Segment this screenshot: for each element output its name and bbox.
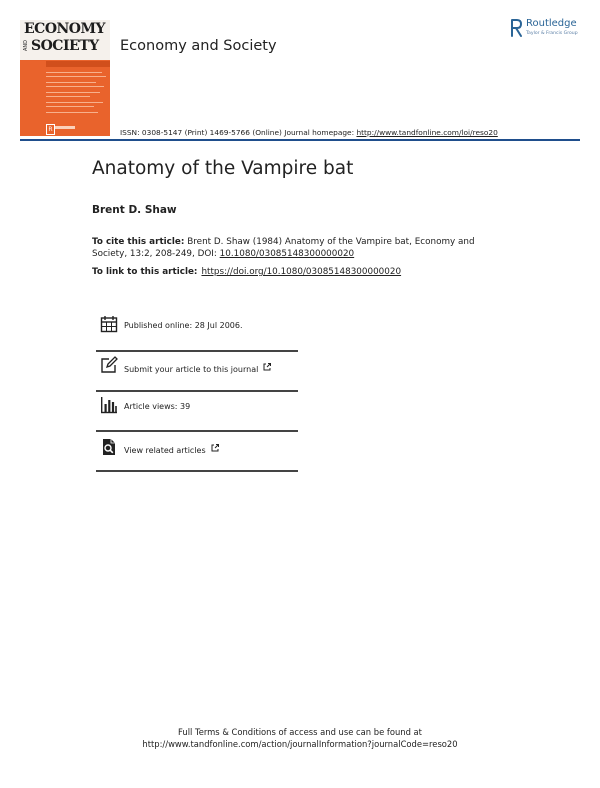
article-views: Article views: 39	[124, 402, 191, 411]
cover-title-block	[20, 20, 110, 60]
cover-text-line	[46, 102, 103, 103]
cover-text-line	[46, 86, 104, 87]
cover-band	[46, 61, 110, 67]
submit-article-link[interactable]	[124, 363, 271, 374]
journal-cover	[20, 20, 110, 136]
published-date: Published online: 28 Jul 2006.	[124, 321, 243, 330]
external-link-icon	[211, 444, 219, 452]
related-articles-label: View related articles	[124, 446, 206, 455]
views-row	[96, 392, 298, 430]
cover-text-line	[46, 106, 94, 107]
external-link-icon	[263, 363, 271, 371]
article-doi-url[interactable]: https://doi.org/10.1080/03085148300000020	[201, 267, 402, 277]
cover-text-line	[46, 82, 96, 83]
issn-text: ISSN: 0308-5147 (Print) 1469-5766 (Online) Journal homepage:	[120, 128, 355, 137]
article-author[interactable]: Brent D. Shaw	[92, 204, 177, 216]
journal-homepage-link[interactable]: http://www.tandfonline.com/loi/reso20	[356, 128, 498, 137]
document-search-icon	[100, 438, 118, 456]
issn-line	[120, 128, 498, 137]
cover-text-line	[46, 96, 90, 97]
bar-chart-icon	[100, 396, 118, 414]
submit-article-label: Submit your article to this journal	[124, 365, 259, 374]
calendar-icon	[100, 315, 118, 333]
edit-icon	[100, 356, 118, 374]
terms-url[interactable]: http://www.tandfonline.com/action/journalInformation?journalCode=reso20	[142, 739, 458, 749]
cover-title-line2: SOCIETY	[31, 38, 99, 54]
link-label: To link to this article:	[92, 267, 198, 277]
cover-text-line	[46, 72, 102, 73]
panel-divider	[96, 470, 298, 472]
citation-label: To cite this article:	[92, 237, 185, 247]
cover-title-and: AND	[23, 40, 29, 52]
related-articles-link[interactable]	[124, 444, 219, 455]
published-row	[96, 312, 298, 350]
publisher-name: Routledge	[526, 18, 577, 29]
cover-routledge-logo: R	[46, 124, 55, 135]
publisher-logo[interactable]	[510, 17, 590, 41]
article-link-line	[92, 267, 401, 277]
terms-footer	[0, 726, 600, 750]
header-divider	[20, 139, 580, 141]
submit-row[interactable]	[96, 352, 298, 390]
cover-logo-text	[55, 126, 75, 129]
citation-block	[92, 237, 502, 261]
terms-line: Full Terms & Conditions of access and use can be found at	[178, 727, 422, 737]
journal-title[interactable]: Economy and Society	[120, 38, 277, 54]
article-title: Anatomy of the Vampire bat	[92, 158, 354, 179]
routledge-r-icon	[510, 18, 524, 38]
related-row[interactable]	[96, 432, 298, 470]
cover-text-line	[46, 76, 106, 77]
cover-text-line	[46, 92, 100, 93]
citation-text: Brent D. Shaw (1984) Anatomy of the Vampire bat, Economy and Society, 13:2, 208-249, DOI:	[92, 237, 475, 259]
cover-title-line1: ECONOMY	[24, 21, 105, 37]
cover-text-line	[46, 112, 98, 113]
citation-doi-link[interactable]: 10.1080/03085148300000020	[219, 248, 355, 259]
publisher-tagline: Taylor & Francis Group	[526, 31, 578, 36]
